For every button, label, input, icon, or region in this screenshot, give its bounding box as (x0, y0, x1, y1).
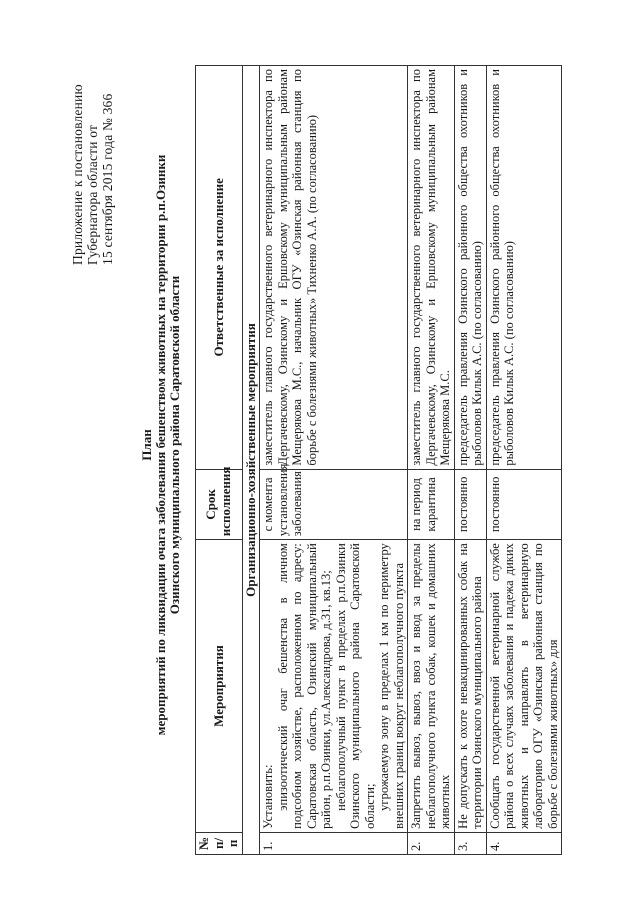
row-responsible: председатель правления Озинского районного общества охотников и рыболовов Килык А.С. (по согласованию) (454, 66, 486, 470)
activity-paragraph: эпизоотический очаг бешенства в личном подсобном хозяйстве, расположенном по адресу: Саратовская область, Озинский муниципальный район, р.п.Озинки, ул.Александрова, д.31, кв.13; (275, 543, 333, 829)
header-activity: Мероприятия (196, 540, 243, 833)
row-term: постоянно (454, 469, 486, 540)
annex-note (70, 35, 115, 265)
row-num: 1. (260, 832, 408, 854)
header-term: Срок исполнения (196, 469, 243, 540)
row-activity: Сообщать государственной ветеринарной службе района о всех случаях заболевания и падежа диких животных и направлять в ветеринарную лабораторию ОГУ «Озинская районная станция по борьбе с болезнями животных» для (486, 540, 562, 833)
row-num: 3. (454, 832, 486, 854)
activity-paragraph: Установить: (261, 764, 275, 829)
header-responsible: Ответственные за исполнение (196, 66, 243, 470)
row-activity (260, 540, 408, 833)
annex-line-1: Приложение к постановлению (70, 84, 85, 265)
annex-line-3: 15 сентября 2015 года № 366 (100, 93, 115, 265)
row-num: 2. (408, 832, 455, 854)
title-line-2: мероприятий по ликвидации очага заболевания бешенством животных на территории р.п.Озинки (153, 154, 168, 736)
row-responsible: заместитель главного государственного ветеринарного инспектора по Дергачевскому, Озинскому и Ершовскому муниципальным районам Мещерякова М.С. (408, 66, 455, 470)
row-responsible: заместитель главного государственного ветеринарного инспектора по Дергачевскому, Озинскому и Ершовскому муниципальным районам Мещерякова М.С., начальник ОГУ «Озинская районная станция по борьбе с болезнями животных» Тихненко А.А. (по согласованию) (260, 66, 408, 470)
row-term: постоянно (486, 469, 562, 540)
title-line-3: Озинского муниципального района Саратовской области (167, 275, 182, 615)
table-header-row (196, 66, 243, 855)
row-term: на период карантина (408, 469, 455, 540)
row-activity: Запретить вывоз, вывоз, ввоз и ввод за пределы неблагополучного пункта собак, кошек и домашних животных (408, 540, 455, 833)
table-row (454, 66, 486, 855)
document-title (140, 95, 182, 795)
row-term: с момента установления заболевания (260, 469, 408, 540)
table-row (260, 66, 408, 855)
table-row (486, 66, 562, 855)
section-title: Организационно-хозяйственные мероприятия (242, 66, 260, 855)
section-row (242, 66, 260, 855)
plan-table (195, 65, 562, 855)
activity-paragraph: неблагополучный пункт в пределах р.п.Озинки Озинского муниципального района Саратовской области; (333, 543, 377, 829)
activity-paragraph: угрожаемую зону в пределах 1 км по периметру внешних границ вокруг неблагополучного пункта (377, 543, 406, 829)
annex-line-2: Губернатора области от (85, 124, 100, 265)
title-line-1: План (139, 429, 154, 461)
row-activity: Не допускать к охоте невакцинированных собак на территории Озинского муниципального района (454, 540, 486, 833)
table-row (408, 66, 455, 855)
header-num: № п/п (196, 832, 243, 854)
row-responsible: председатель правления Озинского районного общества охотников и рыболовов Килык А.С. (по согласованию) (486, 66, 562, 470)
row-num: 4. (486, 832, 562, 854)
